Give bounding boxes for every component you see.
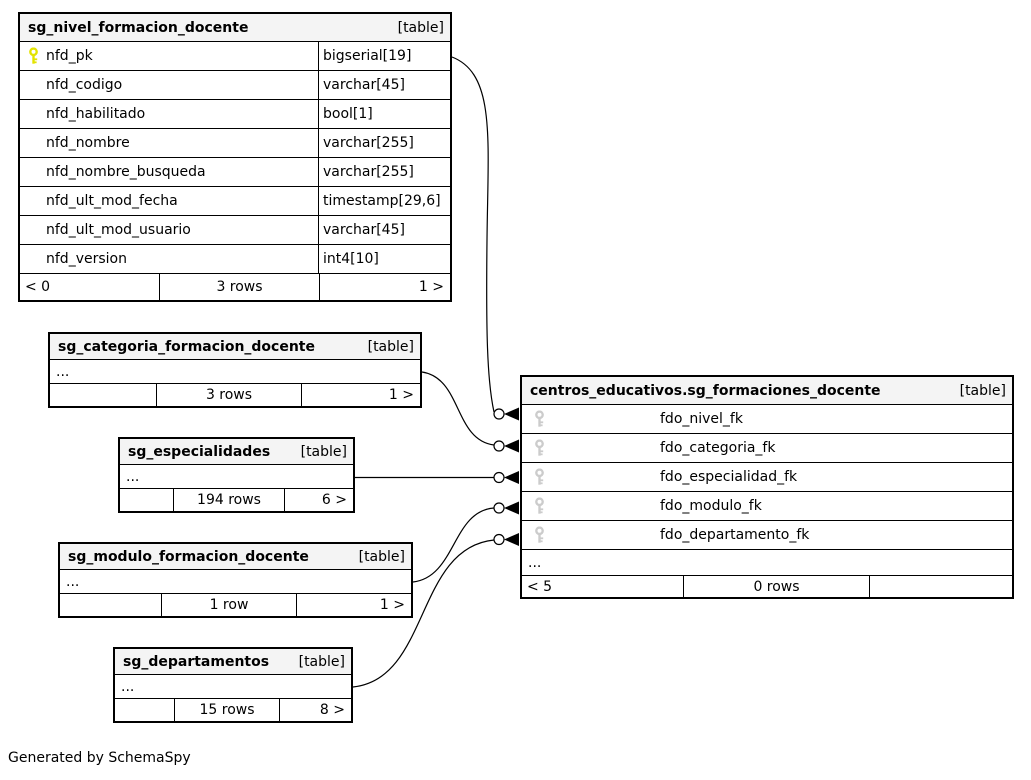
column-row [20,187,450,216]
table-paging-bar [522,576,1012,597]
collapsed-columns-ellipsis: ... [522,550,1012,576]
table-node-sg-nivel-formacion-docente[interactable] [18,12,452,302]
column-row [20,42,450,71]
table-header[interactable] [522,377,1012,405]
column-row [20,158,450,187]
paging-next[interactable]: 1 > [296,594,411,616]
crow-arrow-modulo [504,502,519,515]
table-title: sg_modulo_formacion_docente [68,548,309,565]
zero-dot-modulo [494,503,504,513]
table-node-sg-especialidades[interactable] [118,437,355,513]
table-badge: [table] [358,548,405,565]
column-name: fdo_modulo_fk [660,498,762,514]
collapsed-columns-ellipsis: ... [120,465,353,489]
table-paging-bar [60,594,411,616]
primary-key-icon [28,48,39,65]
table-node-sg-modulo-formacion-docente[interactable] [58,542,413,618]
paging-next[interactable]: 8 > [279,699,351,721]
column-row [522,405,1012,434]
paging-prev[interactable]: < 0 [25,279,51,295]
paging-prev [60,594,161,616]
collapsed-columns-ellipsis: ... [60,570,411,594]
table-paging-bar [50,384,420,406]
fk-line-categoria [422,372,494,445]
column-name: nfd_ult_mod_fecha [46,193,178,209]
table-title: sg_nivel_formacion_docente [28,19,249,36]
column-name: fdo_especialidad_fk [660,469,798,485]
paging-prev [50,384,156,406]
column-type: varchar[45] [318,71,450,99]
column-name: fdo_categoria_fk [660,440,776,456]
crow-arrow-categoria [504,440,519,453]
row-count: 194 rows [173,489,284,511]
row-count: 3 rows [159,274,319,300]
crow-arrow-nivel [504,408,519,421]
generated-by-note: Generated by SchemaSpy [8,750,191,766]
table-node-sg-departamentos[interactable] [113,647,353,723]
row-count: 1 row [161,594,296,616]
collapsed-columns-ellipsis: ... [50,360,420,384]
column-row [20,245,450,274]
column-name: nfd_habilitado [46,106,146,122]
table-header[interactable] [120,439,353,465]
column-type: varchar[45] [318,216,450,244]
row-count: 0 rows [683,576,869,597]
paging-prev [115,699,174,721]
table-badge: [table] [367,338,414,355]
crow-arrow-departamento [504,533,519,546]
column-name: nfd_version [46,251,127,267]
column-row [20,129,450,158]
table-paging-bar [20,274,450,300]
column-row [20,100,450,129]
paging-next[interactable]: 1 > [301,384,420,406]
column-name: fdo_departamento_fk [660,527,810,543]
column-type: varchar[255] [318,129,450,157]
table-header[interactable] [60,544,411,570]
collapsed-columns-ellipsis: ... [115,675,351,699]
foreign-key-icon [534,527,545,544]
column-row [522,434,1012,463]
table-paging-bar [115,699,351,721]
column-type: varchar[255] [318,158,450,186]
table-header[interactable] [50,334,420,360]
zero-dot-departamento [494,535,504,545]
table-title: centros_educativos.sg_formaciones_docente [530,382,881,399]
table-node-centros-educativos-sg-formaciones-docente[interactable] [520,375,1014,599]
table-badge: [table] [397,19,444,36]
table-badge: [table] [959,382,1006,399]
table-title: sg_categoria_formacion_docente [58,338,315,355]
column-name: nfd_pk [20,42,318,70]
zero-dot-categoria [494,441,504,451]
paging-prev[interactable]: < 5 [527,578,553,595]
paging-prev [120,489,173,511]
column-row [522,463,1012,492]
foreign-key-icon [534,440,545,457]
crow-arrow-especialidad [504,471,519,484]
column-name: nfd_nombre [46,135,130,151]
foreign-key-icon [534,469,545,486]
column-name: nfd_codigo [46,77,123,93]
column-row [20,71,450,100]
column-row [522,492,1012,521]
column-row [20,216,450,245]
column-type: timestamp[29,6] [318,187,450,215]
foreign-key-icon [534,411,545,428]
table-header[interactable] [20,14,450,42]
column-type: bigserial[19] [318,42,450,70]
paging-next [869,576,1012,597]
fk-line-modulo [413,508,494,582]
table-title: sg_departamentos [123,653,270,670]
row-count: 15 rows [174,699,279,721]
column-type: int4[10] [318,245,450,273]
row-count: 3 rows [156,384,301,406]
foreign-key-icon [534,498,545,515]
column-name: nfd_nombre_busqueda [46,164,206,180]
zero-dot-nivel [494,409,504,419]
table-badge: [table] [298,653,345,670]
fk-line-nivel [452,57,494,412]
paging-next[interactable]: 1 > [319,274,450,300]
zero-dot-especialidad [494,473,504,483]
column-row [522,521,1012,550]
table-header[interactable] [115,649,351,675]
column-type: bool[1] [318,100,450,128]
column-name: fdo_nivel_fk [660,411,743,427]
table-title: sg_especialidades [128,443,271,460]
column-name: nfd_ult_mod_usuario [46,222,191,238]
table-paging-bar [120,489,353,511]
table-badge: [table] [300,443,347,460]
table-node-sg-categoria-formacion-docente[interactable] [48,332,422,408]
paging-next[interactable]: 6 > [284,489,353,511]
